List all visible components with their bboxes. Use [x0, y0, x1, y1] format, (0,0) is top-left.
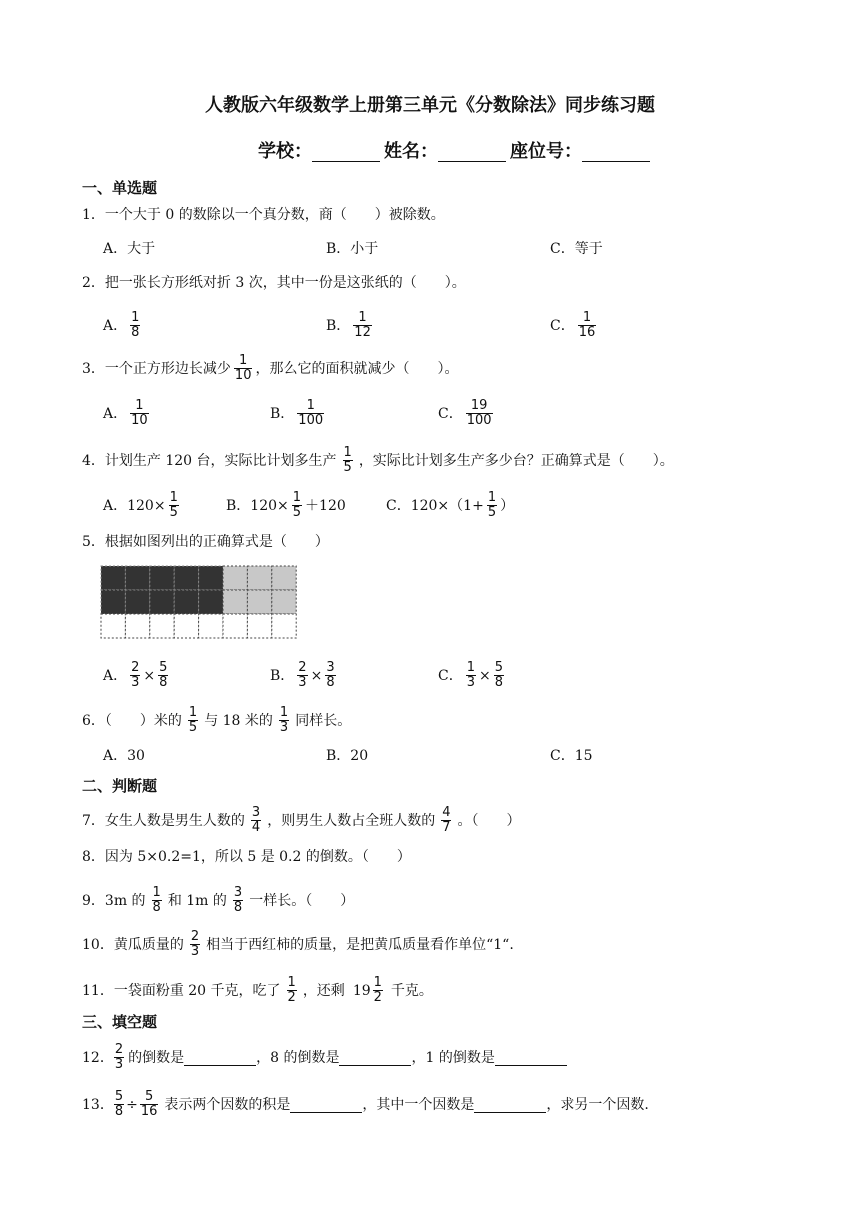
section-heading-single-choice: 一、单选题	[82, 179, 158, 197]
fraction: $\frac{1}{10}$	[234, 353, 252, 383]
q3-option-c[interactable]: C． $\frac{19}{100}$	[438, 398, 492, 428]
question-10: 10．黄瓜质量的 $\frac{2}{3}$ 相当于西红柿的质量，是把黄瓜质量看作单位“1“.	[82, 929, 514, 959]
fraction: $\frac{1}{2}$	[373, 975, 382, 1005]
fraction: $\frac{1}{16}$	[578, 310, 596, 340]
grid-cell-light	[272, 590, 296, 614]
fraction: $\frac{1}{5}$	[343, 445, 352, 475]
question-5: 5．根据如图列出的正确算式是（ ）	[82, 534, 329, 550]
q5-option-b[interactable]: B． $\frac{2}{3}$ × $\frac{3}{8}$	[270, 660, 335, 690]
grid-cell-light	[223, 566, 247, 590]
grid-cell-dark	[150, 590, 174, 614]
question-12: 12． $\frac{2}{3}$ 的倒数是 ，8 的倒数是 ，1 的倒数是	[82, 1043, 567, 1072]
fraction: $\frac{5}{8}$	[159, 660, 168, 690]
question-6: 6．（ ）米的 $\frac{1}{5}$ 与 18 米的 $\frac{1}{3}$ 同样长。	[82, 705, 352, 735]
fraction: $\frac{2}{3}$	[131, 660, 140, 690]
fraction: $\frac{2}{3}$	[190, 929, 200, 959]
grid-cell-light	[223, 590, 247, 614]
question-3: 3．一个正方形边长减少 $\frac{1}{10}$ ，那么它的面积就减少（ ）。	[82, 353, 459, 383]
fraction: $\frac{4}{7}$	[442, 805, 451, 835]
grid-cell-dark	[125, 566, 149, 590]
q3-option-b[interactable]: B． $\frac{1}{100}$	[270, 398, 324, 428]
question-8: 8．因为 5×0.2=1，所以 5 是 0.2 的倒数。（ ）	[82, 849, 411, 865]
grid-cell-dark	[150, 566, 174, 590]
fraction: $\frac{5}{8}$	[494, 660, 504, 690]
fraction: $\frac{1}{2}$	[287, 975, 296, 1005]
seat-label: 座位号：	[510, 141, 582, 162]
grid-cell-light	[247, 590, 271, 614]
grid-cell-light	[272, 566, 296, 590]
q6-option-a[interactable]: A．30	[103, 748, 145, 764]
fraction: $\frac{3}{4}$	[251, 805, 261, 835]
grid-cell-empty	[199, 614, 223, 638]
q6-option-c[interactable]: C．15	[550, 748, 593, 764]
fraction: $\frac{19}{100}$	[466, 398, 492, 428]
grid-cell-empty	[150, 614, 174, 638]
grid-cell-empty	[174, 614, 198, 638]
grid-cell-dark	[125, 590, 149, 614]
question-11: 11．一袋面粉重 20 千克，吃了 $\frac{1}{2}$ ，还剩 19 $\frac{1}{2}$ 千克。	[82, 975, 433, 1005]
question-9: 9．3m 的 $\frac{1}{8}$ 和 1m 的 $\frac{3}{8}$ 一样长。（ ）	[82, 885, 355, 915]
fraction: $\frac{1}{100}$	[298, 398, 324, 428]
grid-cell-dark	[101, 566, 125, 590]
answer-blank[interactable]	[474, 1096, 546, 1113]
section-heading-true-false: 二、判断题	[82, 777, 158, 795]
grid-cell-dark	[199, 566, 223, 590]
fraction: $\frac{1}{10}$	[131, 398, 148, 428]
answer-blank[interactable]	[495, 1049, 567, 1066]
grid-cell-dark	[174, 590, 198, 614]
q4-option-b[interactable]: B．120× $\frac{1}{5}$ ＋120	[226, 490, 346, 520]
fraction: $\frac{5}{16}$	[140, 1089, 158, 1119]
fraction: $\frac{1}{3}$	[466, 660, 475, 690]
name-label: 姓名：	[384, 141, 438, 162]
q4-option-c[interactable]: C．120×（1+ $\frac{1}{5}$ ）	[386, 490, 515, 520]
fraction: $\frac{1}{8}$	[131, 310, 140, 340]
grid-cell-empty	[101, 614, 125, 638]
name-blank[interactable]	[438, 145, 506, 162]
grid-cell-dark	[174, 566, 198, 590]
fraction: $\frac{3}{8}$	[326, 660, 335, 690]
fraction: $\frac{2}{3}$	[114, 1042, 124, 1072]
q5-option-c[interactable]: C． $\frac{1}{3}$ × $\frac{5}{8}$	[438, 660, 504, 690]
page-title: 人教版六年级数学上册第三单元《分数除法》同步练习题	[205, 95, 655, 116]
fraction: $\frac{1}{5}$	[292, 490, 302, 520]
answer-blank[interactable]	[184, 1049, 256, 1066]
grid-cell-dark	[199, 590, 223, 614]
q2-option-b[interactable]: B． $\frac{1}{12}$	[326, 310, 371, 340]
fraction: $\frac{1}{5}$	[487, 490, 497, 520]
fraction-grid-figure	[100, 565, 298, 639]
mixed-number: 19 $\frac{1}{2}$	[352, 975, 382, 1005]
q2-option-a[interactable]: A． $\frac{1}{8}$	[103, 310, 140, 340]
q3-option-a[interactable]: A． $\frac{1}{10}$	[103, 398, 148, 428]
question-2: 2．把一张长方形纸对折 3 次，其中一份是这张纸的（ ）。	[82, 275, 466, 291]
answer-blank[interactable]	[339, 1049, 411, 1066]
seat-blank[interactable]	[582, 145, 650, 162]
grid-cell-light	[247, 566, 271, 590]
grid-cell-empty	[125, 614, 149, 638]
section-heading-fill-in: 三、填空题	[82, 1013, 158, 1031]
grid-cell-empty	[223, 614, 247, 638]
q1-option-a[interactable]: A．大于	[103, 241, 156, 257]
fraction: $\frac{5}{8}$	[114, 1089, 124, 1119]
school-blank[interactable]	[312, 145, 380, 162]
fraction: $\frac{2}{3}$	[298, 660, 307, 690]
grid-cell-dark	[101, 590, 125, 614]
q4-option-a[interactable]: A．120× $\frac{1}{5}$	[103, 490, 178, 520]
student-info-line	[258, 142, 650, 162]
q2-option-c[interactable]: C． $\frac{1}{16}$	[550, 310, 596, 340]
question-4: 4．计划生产 120 台，实际比计划多生产 $\frac{1}{5}$ ，实际比计划多生产多少台？正确算式是（ ）。	[82, 445, 674, 475]
school-label: 学校：	[258, 141, 312, 162]
q6-option-b[interactable]: B．20	[326, 748, 369, 764]
answer-blank[interactable]	[290, 1096, 362, 1113]
fraction: $\frac{1}{12}$	[354, 310, 371, 340]
grid-cell-empty	[272, 614, 296, 638]
q1-option-c[interactable]: C．等于	[550, 241, 603, 257]
grid-cell-empty	[247, 614, 271, 638]
question-1: 1．一个大于 0 的数除以一个真分数，商（ ）被除数。	[82, 207, 445, 223]
q5-option-a[interactable]: A． $\frac{2}{3}$ × $\frac{5}{8}$	[103, 660, 168, 690]
fraction: $\frac{1}{5}$	[169, 490, 178, 520]
question-13: 13． $\frac{5}{8}$ ÷ $\frac{5}{16}$ 表示两个因数的积是 ，其中一个因数是 ，求另一个因数.	[82, 1089, 649, 1119]
fraction: $\frac{1}{8}$	[152, 885, 161, 915]
fraction: $\frac{1}{3}$	[279, 705, 289, 735]
fraction: $\frac{3}{8}$	[233, 885, 243, 915]
fraction: $\frac{1}{5}$	[188, 705, 198, 735]
q1-option-b[interactable]: B．小于	[326, 241, 379, 257]
question-7: 7．女生人数是男生人数的 $\frac{3}{4}$ ，则男生人数占全班人数的 $\frac{4}{7}$ 。（ ）	[82, 805, 521, 835]
